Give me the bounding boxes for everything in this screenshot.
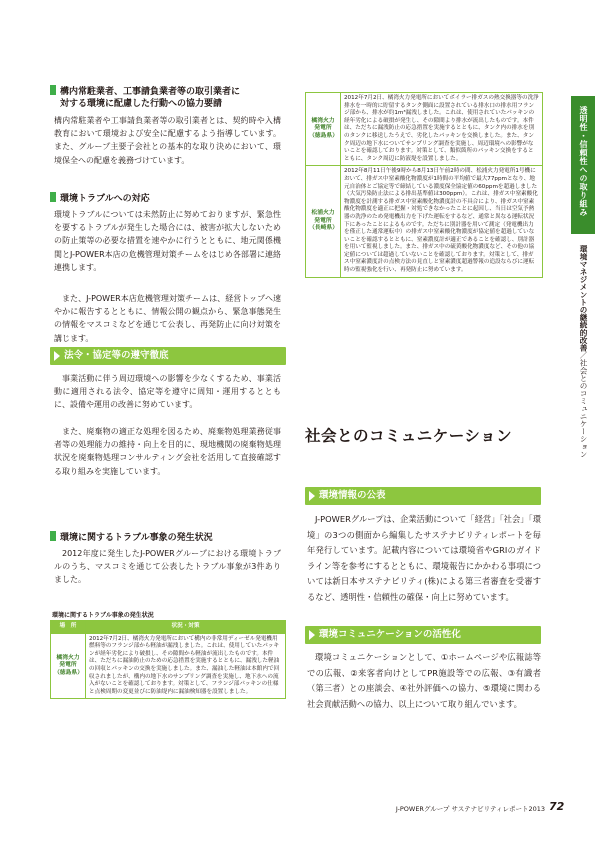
page-number: 72 [549, 800, 565, 813]
trouble-response-body-2: また、J-POWER本店危機管理対策チームは、経営トップへ速やかに報告するとともに、情報公開の観点から、緊急事態発生の情報をマスコミなどを通じて公表し、再発防止に向け対策を講じます。 [54, 294, 281, 343]
row-text: 2012年7月2日、橘湾火力発電所において構内の非常用ディーゼル発電機用燃料等のフランジ部から軽油が漏洩しました。これは、使用していたパッキンが経年劣化により破損し、その隙間から軽油が流出したものです。本件は、ただちに漏油防止のための応急措置を実施するとともに、漏洩した軽油の回収とパッキンの交換を実施しました。また、漏油した軽油は本館内で回収されましたが、構内の地下水のサンプリング調査を実施し、地下水への流入がないことを確認しております。対策として、フランジ部パッキンの仕様と点検周期の変更並びに防油堤内に漏油検知器を設置しました。 [86, 633, 286, 699]
heading-marker-icon [50, 85, 56, 95]
table-row [306, 166, 543, 277]
compliance-body-2: また、廃棄物の適正な処理を図るため、廃棄物処理業務従事者等の処理能力の維持・向上を目的に、現地機関の廃棄物処理状況を廃棄物処理コンサルティング会社を活用して直接確認する取り組みを実施しています。 [54, 427, 281, 476]
trouble-status-body: 2012年度に発生したJ-POWERグループにおける環境トラブルのうち、マスコミを通じて公表したトラブル事象が3件ありました。 [54, 549, 281, 585]
trouble-table-right [305, 92, 543, 278]
trouble-table-left [50, 620, 286, 699]
heading-marker-icon [50, 531, 56, 541]
trouble-response-body-1: 環境トラブルについては未然防止に努めておりますが、緊急性を要するトラブルが発生した場合には、被害が拡大しないための防止策等の必要な措置を速やかに行うとともに、地元関係機関とJ-POWER本店の危機管理対策チームをはじめ各部署に連絡連携します。 [54, 210, 281, 272]
communication-body: 環境コミュニケーションとして、①ホームページや広報誌等での広報、②来客者向けとしてPR施設等での広報、③有識者（第三者）との座談会、④社外評価への協力、⑤環境に関わる社会貢献活動への協力、以上について取り組んでいます。 [307, 652, 541, 709]
table-row [51, 633, 286, 699]
table-header-row [51, 621, 286, 634]
heading-line-2: 対する環境に配慮した行動への協力要請 [60, 99, 223, 109]
sidebar-section-label: 環境マネジメントの継続的改善／社会とのコミュニケーション [579, 245, 588, 458]
heading-contractors [50, 85, 300, 110]
band-communication [305, 626, 541, 644]
table-row [306, 93, 543, 166]
heading-trouble-status: 環境に関するトラブル事象の発生状況 [50, 531, 300, 544]
band-compliance-label: 法令・協定等の遵守徹底 [64, 350, 169, 361]
row-place: 橘湾火力発電所（徳島県） [51, 633, 86, 699]
info-disclosure-body: J-POWERグループは、企業活動について「経営」「社会」「環境」の3つの側面から編集したサステナビリティレポートを毎年発行しています。記載内容については環境省やGRIのガイドライン等を参考にするとともに、環境報告にかかわる事項については新日本サステナビリティ(株)による第三者審査を受審するなど、透明性・信頼性の確保・向上に努めています。 [307, 514, 541, 602]
band-info-label: 環境情報の公表 [319, 490, 386, 501]
band-info-disclosure [305, 487, 541, 505]
compliance-body-1: 事業活動に伴う周辺環境への影響を少なくするため、事業活動に適用される法令、協定等を遵守に周知・運用するとともに、設備や運用の改善に努めています。 [54, 374, 281, 410]
table-title: 環境に関するトラブル事象の発生状況 [52, 612, 154, 619]
contractors-body: 構内常駐業者や工事請負業者等の取引業者とは、契約時や入構教育において環境および安全に配慮するよう指導しています。また、グループ主要子会社との基本的な取り決めにおいて、環境保全への配慮を義務づけています。 [54, 116, 281, 165]
band-compliance [50, 347, 286, 365]
col-place: 場 所 [51, 621, 86, 634]
row-place: 松浦火力発電所（長崎県） [306, 166, 341, 277]
footer-report-name: J-POWERグループ サステナビリティレポート2013 [395, 805, 545, 813]
row-place: 橘湾火力発電所（徳島県） [306, 93, 341, 166]
row-text: 2012年7月2日、橘湾火力発電所においてボイラー排ガスの熱交換器等の洗浄排水を一時的に貯留するタンク側面に設置されている排水口の排水用フランジ部から、排水が約1m³漏洩しました。これは、使用されていたパッキンの経年劣化による破損が発生し、その隙間より排水が流出したものです。本件は、ただちに漏洩防止の応急措置を実施するとともに、タンク内の排水を別のタンクに移送したうえで、劣化したパッキンを交換しました。また、タンク周辺の地下水についてサンプリング調査を実施し、周辺環境への影響がないことを確認しております。対策として、類似箇所のパッキン交換をするとともに、タンク周辺に防液堤を設置しました。 [341, 93, 543, 166]
triangle-icon [309, 630, 315, 640]
heading-trouble-response: 環境トラブルへの対応 [50, 192, 300, 205]
row-text: 2012年8月11日午後9時から8月13日午前2時の間、松浦火力発電所1号機において、排ガス中窒素酸化物濃度が1時間の平均値で最大77ppmとなり、地元自治体とご協定等で締結している濃度保全協定値の60ppmを超過しました（大気汚染防止法による排出基準値は300ppm）。これは、排ガス中窒素酸化物濃度を計測する排ガス中窒素酸化物濃度計の不具合により、排ガス中窒素酸化物濃度を適正に把握・対処できなかったことに起因し、当日は空気予熱器の洗浄のため発電機出力を下げた運転をするなど、通常と異なる運転状況下にあったことによるものです。ただちに別計器を用いて測定（発電機出力を僅正した通常運転中）の排ガス中窒素酸化物濃度が協定値を超過していないことを確認するとともに、窒素濃度計が適正であることを確認し、別計器を用いて監視しました。また、排ガス中の硫黄酸化物濃度など、その他の協定値については超過していないことを確認しております。対策として、排ガス中窒素濃度計の点検方法の見直しと窒素濃度超過警報の追設ならびに運転時の監視強化を行い、再発防止に努めています。 [341, 166, 543, 277]
heading-line-1: 構内常駐業者、工事請負業者等の取引業者に [60, 87, 241, 97]
sidebar-tab-label: 透明性・信頼性への取り組み [579, 106, 588, 217]
heading-marker-icon [50, 192, 56, 202]
band-communication-label: 環境コミュニケーションの活性化 [319, 629, 461, 640]
triangle-icon [54, 351, 60, 361]
section-title: 社会とのコミュニケーション [305, 427, 513, 445]
sidebar-tab [571, 96, 595, 234]
triangle-icon [309, 491, 315, 501]
col-status: 状況・対策 [86, 621, 286, 634]
